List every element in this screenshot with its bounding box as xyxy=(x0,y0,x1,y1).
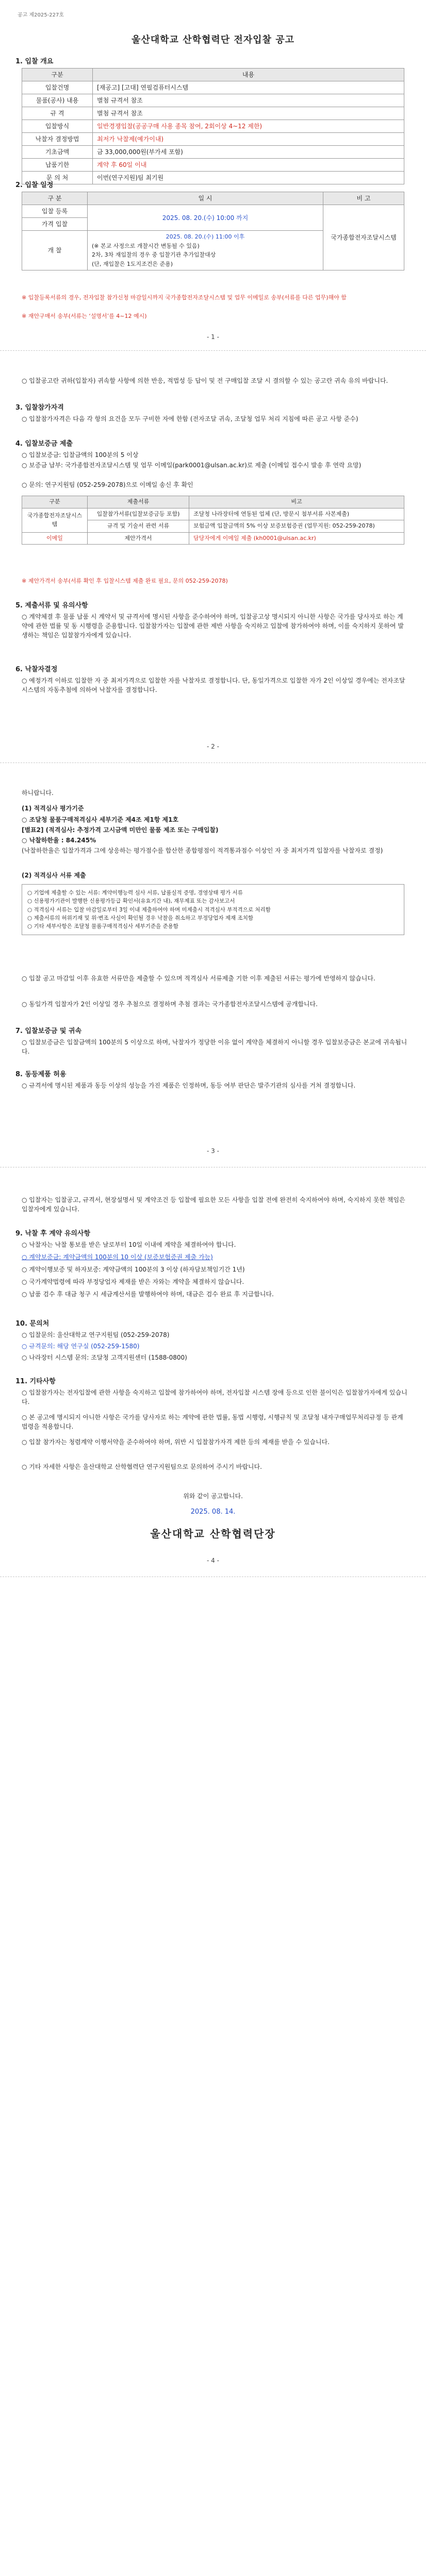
signer-name: 울산대학교 산학협력단장 xyxy=(150,1528,276,1540)
section-7-heading: 7. 입찰보증금 및 귀속 xyxy=(15,1027,82,1035)
overview-header-category: 구분 xyxy=(22,69,93,81)
section-2-heading: 2. 입찰 일정 xyxy=(15,181,54,189)
page-number: - 2 - xyxy=(207,743,219,750)
section-6-heading: 6. 낙찰자결정 xyxy=(15,666,58,673)
body-text: ○ 기타 자세한 사항은 울산대학교 산학협력단 연구지원팀으로 문의하여 주시기 바랍니다. xyxy=(22,1463,262,1470)
schedule-note: 2차, 3차 재입찰의 경우 중 입찰기관 추가입찰대상 xyxy=(92,251,216,259)
overview-value: [재공고] [고대] 연필검퓨터시스템 xyxy=(93,81,404,94)
table-row xyxy=(22,146,404,159)
overview-table xyxy=(22,68,404,184)
body-text: 하니랍니다. xyxy=(22,789,54,796)
body-text: ○ 본 공고에 명시되지 아니한 사항은 국가를 당사자로 하는 계약에 관한 법률, 동법 시행령, 시행규칙 및 조달청 내자구매업무처리규정 등 관계법령을 적용합니다. xyxy=(22,1414,403,1430)
section-1-heading: 1. 입찰 개요 xyxy=(15,58,54,65)
overview-label: 낙찰자 결정방법 xyxy=(22,133,93,146)
schedule-header-category: 구 분 xyxy=(22,192,88,205)
submission-table xyxy=(22,496,404,545)
overview-label: 납품기한 xyxy=(22,159,93,172)
body-text: ○ 입찰 참가자는 청렴계약 이행서약을 준수하여야 하며, 위반 시 입찰참가자격 제한 등의 제재를 받을 수 있습니다. xyxy=(22,1438,330,1446)
body-text: ○ 계약이행보증 및 하자보증: 계약금액의 100분의 3 이상 (하자담보책임기간 1년) xyxy=(22,1266,245,1273)
overview-value: 일반경쟁입찰(공공구매 사용 종목 참여, 2회이상 4~12 제한) xyxy=(93,120,404,133)
overview-label: 규 격 xyxy=(22,107,93,120)
qualification-box xyxy=(22,884,404,935)
overview-label: 입찰방식 xyxy=(22,120,93,133)
schedule-note: (※ 본교 사정으로 개찰시간 변동될 수 있음) xyxy=(92,242,200,249)
submission-header: 제출서류 xyxy=(88,496,189,509)
submission-cell: 담당자에게 이메일 제출 (kh0001@ulsan.ac.kr) xyxy=(189,532,404,545)
schedule-datetime: 2025. 08. 20.(수) 11:00 이후 xyxy=(166,233,245,240)
table-row xyxy=(22,107,404,120)
submission-cell: 입찰참가서류(입찰보증금등 포함) xyxy=(88,508,189,520)
body-text: ○ 입찰공고란 귀하(입찰자) 귀속할 사항에 의한 반응, 적법성 등 답이 및 전 구매입찰 조달 시 결의할 수 있는 공고란 귀속 유의 바랍니다. xyxy=(22,377,388,384)
body-text: ○ 국가계약법령에 따라 부정당업자 제재를 받은 자와는 계약을 체결하지 않습니다. xyxy=(22,1278,244,1285)
box-line: ○ 신용평가기관이 발행한 신용평가등급 확인서(유효기간 내), 재무제표 또는 감사보고서 xyxy=(27,898,235,905)
body-text: ○ 입찰문의: 울산대학교 연구지원팀 (052-259-2078) xyxy=(22,1331,170,1338)
schedule-warning: ※ 재안구매서 송부(서류는 ‘설명서’를 4~12 예시) xyxy=(22,313,147,319)
overview-label: 기초금액 xyxy=(22,146,93,159)
section-3-heading: 3. 입찰참가자격 xyxy=(15,404,64,412)
body-text: ○ 동일가격 입찰자가 2인 이상일 경우 추첨으로 결정하며 추첨 결과는 국가종합전자조달시스템에 공개합니다. xyxy=(22,1001,318,1008)
box-line: ○ 기타 세부사항은 조달청 물품구매적격심사 세부기준을 준용함 xyxy=(27,923,178,930)
section-5-heading: 5. 제출서류 및 유의사항 xyxy=(15,602,88,609)
overview-label: 입찰건명 xyxy=(22,81,93,94)
table-row xyxy=(22,133,404,146)
mail-note: ※ 제안가격서 송부(서류 확인 후 입찰시스템 제출 완료 필요, 문의 052-259-2078) xyxy=(22,578,228,584)
overview-value: 이번(연구지원)팀 최기원 xyxy=(93,172,404,184)
table-row xyxy=(22,94,404,107)
body-text: ○ 보증금 납부: 국가종합전자조달시스템 및 업무 이메일(park0001@ulsan.ac.kr)로 제출 (이메일 접수시 발송 후 연락 요망) xyxy=(22,462,362,469)
submission-header: 비고 xyxy=(189,496,404,509)
page-divider xyxy=(0,350,426,351)
overview-label: 문 의 처 xyxy=(22,172,93,184)
submission-cell: 조달청 나라장터에 연동된 업체 (단, 방문시 첨부서류 사본제출) xyxy=(189,508,404,520)
schedule-warning: ※ 입찰등록서류의 경우, 전자입찰 참가신청 마감일시까지 국가종합전자조달시스템 및 업무 이메일로 송부(서류를 다른 업무)해야 함 xyxy=(22,294,347,301)
box-line: ○ 기업에 제출할 수 있는 서류: 계약이행능력 심사 서류, 납품실적 증명, 경영상태 평가 서류 xyxy=(27,890,243,896)
schedule-label: 가격 입찰 xyxy=(22,218,88,231)
body-text: ○ 규격서에 명시된 제품과 동등 이상의 성능을 가진 제품은 인정하며, 동등 여부 판단은 발주기관의 심사를 거쳐 결정합니다. xyxy=(22,1082,356,1089)
body-text: ○ 계약체결 후 물품 납품 시 계약서 및 규격서에 명시된 사항을 준수하여야 하며, 입찰공고상 명시되지 아니한 사항은 국가를 당사자로 하는 계약에 관한 법률 및 동 시행령을 준용합니다. 입찰참가자는 입찰에 관한 제반 사항을 숙지하고 입찰에 참가하여야 하며, 이를 숙지하지 못하여 발생하는 책임은 입찰참가자에게 있습니다. xyxy=(22,613,404,639)
announcement-date: 2025. 08. 14. xyxy=(190,1508,236,1516)
body-text: [별표2] (적격심사: 추정가격 고시금액 미만인 물품 제조 또는 구매입찰) xyxy=(22,826,219,834)
submission-cell: 국가종합전자조달시스템 xyxy=(22,508,88,532)
overview-value: 계약 후 60일 이내 xyxy=(93,159,404,172)
section-11-heading: 11. 기타사항 xyxy=(15,1378,56,1385)
overview-label: 물품(공사) 내용 xyxy=(22,94,93,107)
page-divider xyxy=(0,762,426,763)
body-text: ○ 입찰참가자는 전자입찰에 관한 사항을 숙지하고 입찰에 참가하여야 하며, 전자입찰 시스템 장애 등으로 인한 불이익은 입찰참가자에게 있습니다. xyxy=(22,1389,407,1405)
box-line: ○ 적격심사 서류는 입찰 마감일로부터 3일 이내 제출하여야 하며 미제출시 적격심사 부적격으로 처리함 xyxy=(27,906,271,913)
body-text: ○ 입찰 공고 마감일 이후 유효한 서류만을 제출할 수 있으며 적격심사 서류제출 기한 이후 제출된 서류는 평가에 반영하지 않습니다. xyxy=(22,975,375,982)
table-row xyxy=(22,205,404,218)
section-10-heading: 10. 문의처 xyxy=(15,1320,50,1328)
page-number: - 1 - xyxy=(207,333,219,341)
body-text: ○ 조달청 물품구매적격심사 세부기준 제4조 제1항 제1호 xyxy=(22,816,179,823)
closing-text: 위와 같이 공고합니다. xyxy=(183,1493,243,1500)
body-text: ○ 입찰보증금: 입찰금액의 100분의 5 이상 xyxy=(22,451,139,459)
overview-header-content: 내용 xyxy=(93,69,404,81)
overview-value: 금 33,000,000원(부가세 포함) xyxy=(93,146,404,159)
page-number: - 4 - xyxy=(207,1557,219,1564)
document-number: 공고 제2025-227호 xyxy=(18,12,64,18)
body-text: ○ 입찰참가자격은 다음 각 항의 요건을 모두 구비한 자에 한함 (전자조달 귀속, 조달청 업무 처리 지침에 따른 공고 사항 준수) xyxy=(22,415,358,422)
table-row xyxy=(22,532,404,545)
schedule-note: (단, 재입찰은 1도지조건은 준용) xyxy=(92,260,173,267)
table-row xyxy=(22,172,404,184)
body-text: ○ 규격문의: 해당 연구실 (052-259-1580) xyxy=(22,1343,140,1350)
body-text: ○ 입찰자는 입찰공고, 규격서, 현장설명서 및 계약조건 등 입찰에 필요한 모든 사항을 입찰 전에 완전히 숙지하여야 하며, 숙지하지 못한 책임은 입찰자에게 있습니다. xyxy=(22,1196,405,1213)
overview-value: 별첨 규격서 참조 xyxy=(93,107,404,120)
subheading: (1) 적격심사 평가기준 xyxy=(22,805,84,812)
schedule-remark: 국가종합전자조달시스템 xyxy=(323,205,404,270)
overview-value: 별첨 규격서 참조 xyxy=(93,94,404,107)
submission-cell: 규격 및 기술서 관련 서류 xyxy=(88,520,189,533)
section-9-heading: 9. 낙찰 후 계약 유의사항 xyxy=(15,1230,91,1238)
body-text: ○ 예정가격 이하로 입찰한 자 중 최저가격으로 입찰한 자를 낙찰자로 결정합니다. 단, 동일가격으로 입찰한 자가 2인 이상일 경우에는 전자조달시스템의 자동추첨에 의하여 낙찰자를 결정합니다. xyxy=(22,677,405,693)
schedule-label: 입찰 등록 xyxy=(22,205,88,218)
submission-cell: 보험금액 입찰금액의 5% 이상 보증보험증권 (업무지원: 052-259-2078) xyxy=(189,520,404,533)
body-text: ○ 나라장터 시스템 문의: 조달청 고객지원센터 (1588-0800) xyxy=(22,1354,187,1361)
overview-value: 최저가 낙찰제(예가이내) xyxy=(93,133,404,146)
schedule-table xyxy=(22,192,404,270)
schedule-header-remarks: 비 고 xyxy=(323,192,404,205)
body-text: ○ 입찰보증금은 입찰금액의 100분의 5 이상으로 하며, 낙찰자가 정당한 이유 없이 계약을 체결하지 아니할 경우 입찰보증금은 본교에 귀속됩니다. xyxy=(22,1039,407,1055)
table-row xyxy=(22,120,404,133)
schedule-label: 개 찰 xyxy=(22,231,88,270)
submission-cell: 이메일 xyxy=(22,532,88,545)
schedule-header-datetime: 일 시 xyxy=(88,192,323,205)
page-number: - 3 - xyxy=(207,1147,219,1155)
submission-cell: 제안가격서 xyxy=(88,532,189,545)
subheading: (2) 적격심사 서류 제출 xyxy=(22,872,86,879)
body-text: ○ 낙찰하한율 : 84.245% xyxy=(22,837,96,844)
body-text: ○ 계약보증금: 계약금액의 100분의 10 이상 (보증보험증권 제출 가능) xyxy=(22,1253,213,1261)
box-line: ○ 제출서류의 허위기재 및 위·변조 사실이 확인될 경우 낙찰을 취소하고 부정당업자 제재 조치함 xyxy=(27,914,253,921)
body-text: ○ 납품 검수 후 대금 청구 시 세금계산서를 발행하여야 하며, 대금은 검수 완료 후 지급합니다. xyxy=(22,1291,274,1298)
schedule-datetime: 2025. 08. 20.(수) 10:00 까지 xyxy=(88,205,323,231)
page-title: 울산대학교 산학협력단 전자입찰 공고 xyxy=(131,35,294,45)
table-row xyxy=(22,508,404,520)
body-text: ○ 낙찰자는 낙찰 통보를 받은 날로부터 10일 이내에 계약을 체결하여야 합니다. xyxy=(22,1241,236,1248)
section-8-heading: 8. 동등제품 허용 xyxy=(15,1071,67,1078)
table-row xyxy=(22,159,404,172)
body-text: (낙찰하한율은 입찰가격과 그에 상응하는 평가점수를 합산한 종합평점이 적격통과점수 이상인 자 중 최저가격 입찰자를 낙찰자로 결정) xyxy=(22,847,383,854)
submission-header: 구분 xyxy=(22,496,88,509)
schedule-datetime-cell xyxy=(88,231,323,270)
table-row xyxy=(22,81,404,94)
section-4-heading: 4. 입찰보증금 제출 xyxy=(15,440,73,448)
body-text: ○ 문의: 연구지원팀 (052-259-2078)으로 이메일 송신 후 확인 xyxy=(22,481,193,488)
